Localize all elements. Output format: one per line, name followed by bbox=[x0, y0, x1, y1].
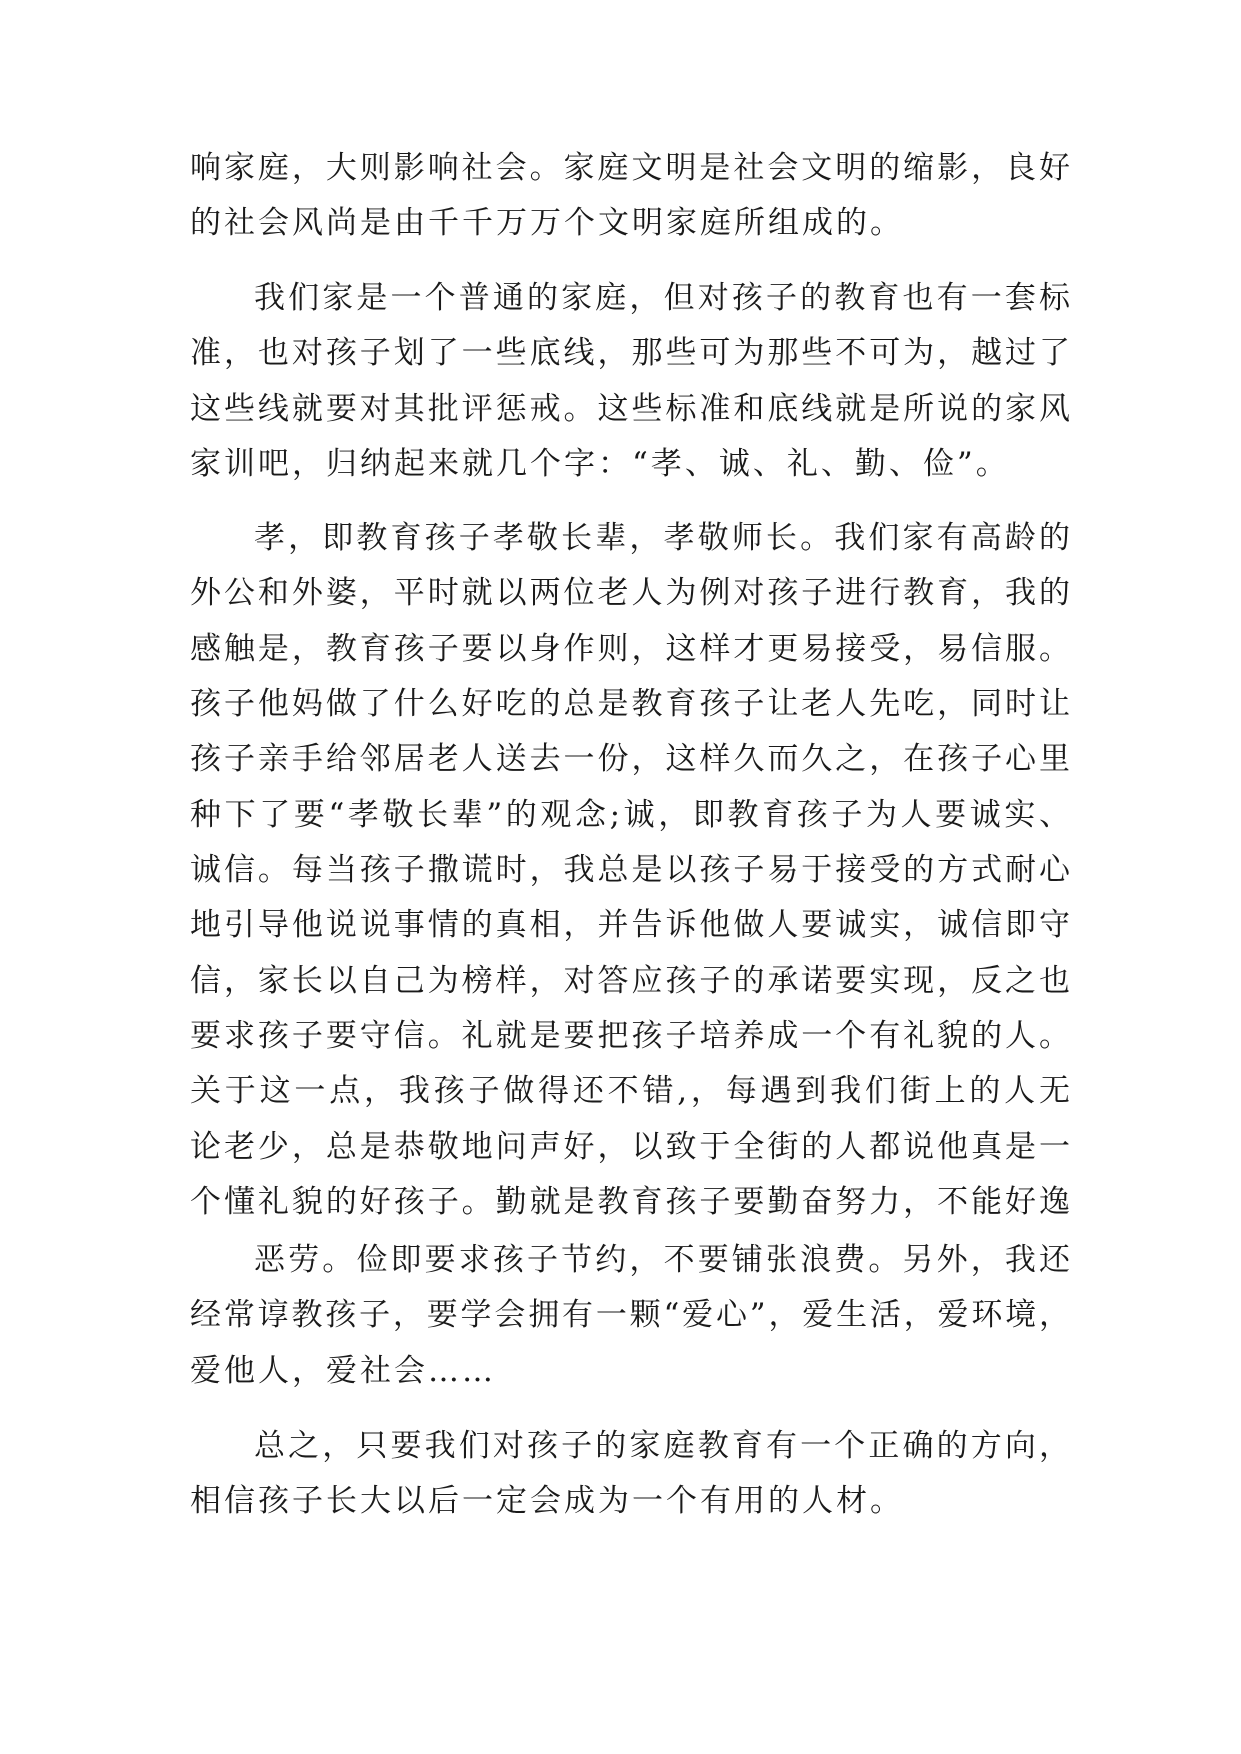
text-line: 种下了要“孝敬长辈”的观念;诚，即教育孩子为人要诚实、 bbox=[190, 797, 1070, 833]
text-line: 孩子他妈做了什么好吃的总是教育孩子让老人先吃，同时让 bbox=[190, 686, 1070, 722]
text-line: 我们家是一个普通的家庭，但对孩子的教育也有一套标 bbox=[254, 280, 1070, 316]
text-line: 准，也对孩子划了一些底线，那些可为那些不可为，越过了 bbox=[190, 335, 1070, 371]
text-line: 经常谆教孩子，要学会拥有一颗“爱心”，爱生活，爱环境， bbox=[190, 1297, 1070, 1333]
text-line: 地引导他说说事情的真相，并告诉他做人要诚实，诚信即守 bbox=[190, 907, 1070, 943]
text-line: 要求孩子要守信。礼就是要把孩子培养成一个有礼貌的人。 bbox=[190, 1018, 1070, 1054]
text-line: 诚信。每当孩子撒谎时，我总是以孩子易于接受的方式耐心 bbox=[190, 852, 1070, 888]
text-line: 家训吧，归纳起来就几个字：“孝、诚、礼、勤、俭”。 bbox=[190, 446, 1010, 482]
text-line: 个懂礼貌的好孩子。勤就是教育孩子要勤奋努力，不能好逸 bbox=[190, 1184, 1070, 1220]
text-line: 感触是，教育孩子要以身作则，这样才更易接受，易信服。 bbox=[190, 631, 1070, 667]
text-line: 外公和外婆，平时就以两位老人为例对孩子进行教育，我的 bbox=[190, 575, 1070, 611]
text-line: 总之，只要我们对孩子的家庭教育有一个正确的方向， bbox=[254, 1428, 1070, 1464]
text-line: 孩子亲手给邻居老人送去一份，这样久而久之，在孩子心里 bbox=[190, 741, 1070, 777]
text-line: 爱他人，爱社会…… bbox=[190, 1353, 496, 1389]
text-line: 孝，即教育孩子孝敬长辈，孝敬师长。我们家有高龄的 bbox=[254, 520, 1070, 556]
text-line: 的社会风尚是由千千万万个文明家庭所组成的。 bbox=[190, 205, 904, 241]
text-line: 信，家长以自己为榜样，对答应孩子的承诺要实现，反之也 bbox=[190, 963, 1070, 999]
text-line: 这些线就要对其批评惩戒。这些标准和底线就是所说的家风 bbox=[190, 391, 1070, 427]
text-line: 相信孩子长大以后一定会成为一个有用的人材。 bbox=[190, 1483, 904, 1519]
text-line: 响家庭，大则影响社会。家庭文明是社会文明的缩影，良好 bbox=[190, 150, 1070, 186]
text-line: 关于这一点，我孩子做得还不错,，每遇到我们街上的人无 bbox=[190, 1073, 1070, 1109]
text-line: 论老少，总是恭敬地问声好，以致于全街的人都说他真是一 bbox=[190, 1129, 1070, 1165]
text-line: 恶劳。俭即要求孩子节约，不要铺张浪费。另外，我还 bbox=[254, 1242, 1070, 1278]
